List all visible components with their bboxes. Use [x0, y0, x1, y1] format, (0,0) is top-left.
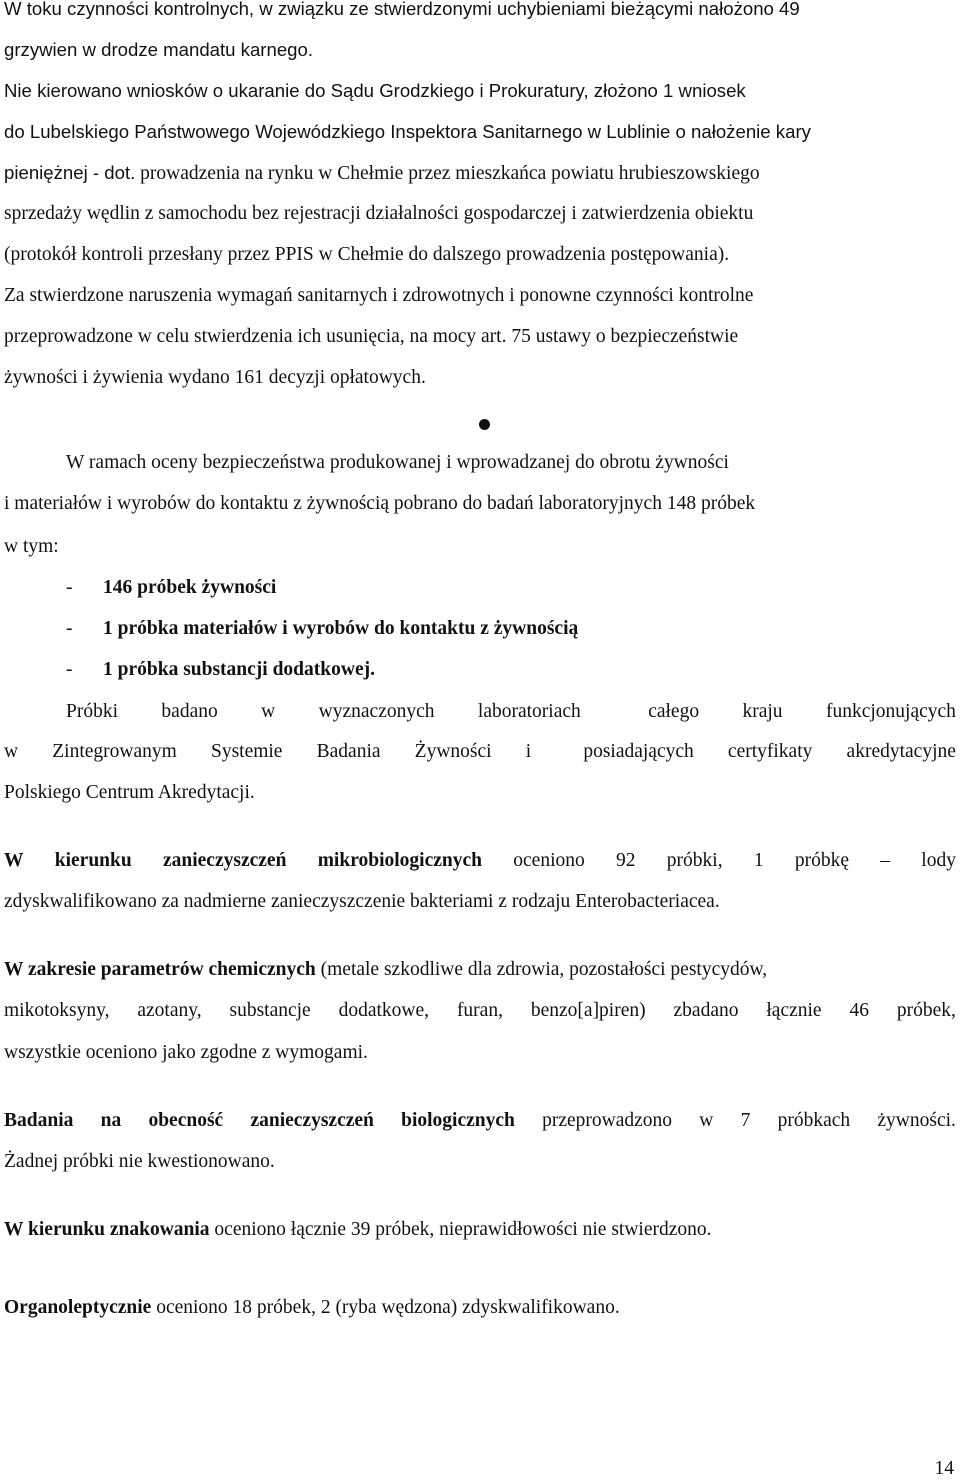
paragraph-line	[4, 1108, 956, 1134]
paragraph-line	[4, 848, 956, 874]
list-item	[66, 657, 956, 683]
paragraph-line: Polskiego Centrum Akredytacji.	[4, 782, 255, 803]
word: Badania	[316, 741, 381, 762]
line-fragment: oceniono łącznie 39 próbek, nieprawidłowości nie stwierdzono.	[209, 1219, 712, 1240]
bold-lead: Organoleptycznie	[4, 1297, 152, 1318]
paragraph-line	[4, 1295, 956, 1321]
paragraph-line: Za stwierdzone naruszenia wymagań sanitarnych i zdrowotnych i ponowne czynności kontrolne	[4, 285, 754, 306]
word: Żywności	[414, 741, 492, 762]
list-dash: -	[66, 659, 73, 680]
word: certyfikaty	[727, 741, 813, 762]
word: oceniono	[513, 850, 585, 871]
word: lody	[921, 850, 956, 871]
word: akredytacyjne	[846, 741, 956, 762]
paragraph-line	[4, 957, 956, 983]
paragraph-line: (protokół kontroli przesłany przez PPIS w Chełmie do dalszego prowadzenia postępowania).	[4, 244, 730, 265]
paragraph-line: Nie kierowano wniosków o ukaranie do Sądu Grodzkiego i Prokuratury, złożono 1 wniosek	[4, 80, 746, 101]
bullet-dot-icon	[479, 419, 490, 430]
word: –	[880, 850, 891, 871]
list-item-text: 1 próbka materiałów i wyrobów do kontaktu z żywnością	[103, 618, 579, 639]
word: Próbki	[66, 701, 119, 722]
paragraph-line: wszystkie oceniono jako zgodne z wymogami.	[4, 1042, 368, 1063]
word: i	[525, 741, 532, 762]
paragraph-line: sprzedaży wędlin z samochodu bez rejestracji działalności gospodarczej i zatwierdzenia obiektu	[4, 203, 754, 224]
word: przeprowadzono	[542, 1110, 673, 1131]
line-fragment: pieniężnej - dot.	[4, 162, 136, 183]
word: substancje	[229, 1000, 311, 1021]
word: biologicznych	[401, 1110, 515, 1131]
paragraph-line	[4, 160, 956, 186]
paragraph-line	[4, 998, 956, 1024]
list-item-text: 1 próbka substancji dodatkowej.	[103, 659, 375, 680]
word: posiadających	[583, 741, 694, 762]
bold-lead: W zakresie parametrów chemicznych	[4, 959, 316, 980]
bold-lead: W kierunku znakowania	[4, 1219, 210, 1240]
word: w	[261, 701, 276, 722]
paragraph-line	[4, 1217, 956, 1243]
paragraph-line: W toku czynności kontrolnych, w związku ze stwierdzonymi uchybieniami bieżącymi nałożono 49	[4, 0, 800, 19]
word: benzo[a]piren)	[530, 1000, 646, 1021]
paragraph-line: do Lubelskiego Państwowego Wojewódzkiego Inspektora Sanitarnego w Lublinie o nałożenie kary	[4, 121, 811, 142]
word: 92	[616, 850, 636, 871]
paragraph-line: żywności i żywienia wydano 161 decyzji opłatowych.	[4, 367, 426, 388]
word: mikrobiologicznych	[317, 850, 482, 871]
paragraph-line	[4, 739, 956, 765]
word: na	[100, 1110, 122, 1131]
word: mikotoksyny,	[4, 1000, 110, 1021]
paragraph-line: przeprowadzone w celu stwierdzenia ich usunięcia, na mocy art. 75 ustawy o bezpieczeństwie	[4, 326, 739, 347]
word: 1	[753, 850, 764, 871]
word: badano	[161, 701, 218, 722]
line-fragment: prowadzenia na rynku w Chełmie przez mieszkańca powiatu hrubieszowskiego	[135, 163, 760, 184]
list-item	[66, 575, 956, 601]
word: w	[699, 1110, 714, 1131]
word: całego	[648, 701, 700, 722]
paragraph-line: i materiałów i wyrobów do kontaktu z żywnością pobrano do badań laboratoryjnych 148 próbek	[4, 493, 756, 514]
word: żywności.	[877, 1110, 956, 1131]
paragraph-line: W ramach oceny bezpieczeństwa produkowanej i wprowadzanej do obrotu żywności	[66, 452, 729, 473]
word: obecność	[148, 1110, 224, 1131]
word: kraju	[742, 701, 783, 722]
paragraph-line: zdyskwalifikowano za nadmierne zanieczyszczenie bakteriami z rodzaju Enterobacteriacea.	[4, 891, 720, 912]
word: 7	[740, 1110, 751, 1131]
word: furan,	[456, 1000, 503, 1021]
word: kierunku	[54, 850, 132, 871]
paragraph-line: grzywien w drodze mandatu karnego.	[4, 39, 314, 60]
list-item	[66, 616, 956, 642]
word: azotany,	[137, 1000, 202, 1021]
word: próbek,	[896, 1000, 956, 1021]
paragraph-line: w tym:	[4, 536, 59, 557]
line-fragment: (metale szkodliwe dla zdrowia, pozostałości pestycydów,	[315, 959, 768, 980]
list-item-text: 146 próbek żywności	[103, 577, 277, 598]
page-number: 14	[934, 1458, 954, 1479]
word: laboratoriach	[477, 701, 581, 722]
word: funkcjonujących	[825, 701, 956, 722]
word: Systemie	[210, 741, 283, 762]
list-dash: -	[66, 618, 73, 639]
word: zbadano	[673, 1000, 739, 1021]
word: próbkach	[777, 1110, 851, 1131]
word: wyznaczonych	[318, 701, 435, 722]
word: próbki,	[666, 850, 723, 871]
word: zanieczyszczeń	[162, 850, 287, 871]
word: łącznie	[766, 1000, 822, 1021]
word: Badania	[4, 1110, 74, 1131]
paragraph-line: Żadnej próbki nie kwestionowano.	[4, 1151, 275, 1172]
line-fragment: oceniono 18 próbek, 2 (ryba wędzona) zdyskwalifikowano.	[151, 1297, 620, 1318]
word: zanieczyszczeń	[250, 1110, 374, 1131]
word: 46	[849, 1000, 869, 1021]
list-dash: -	[66, 577, 73, 598]
word: próbkę	[794, 850, 850, 871]
word: W	[4, 850, 24, 871]
word: w	[4, 741, 19, 762]
word: dodatkowe,	[338, 1000, 430, 1021]
paragraph-line	[66, 699, 956, 725]
word: Zintegrowanym	[52, 741, 177, 762]
